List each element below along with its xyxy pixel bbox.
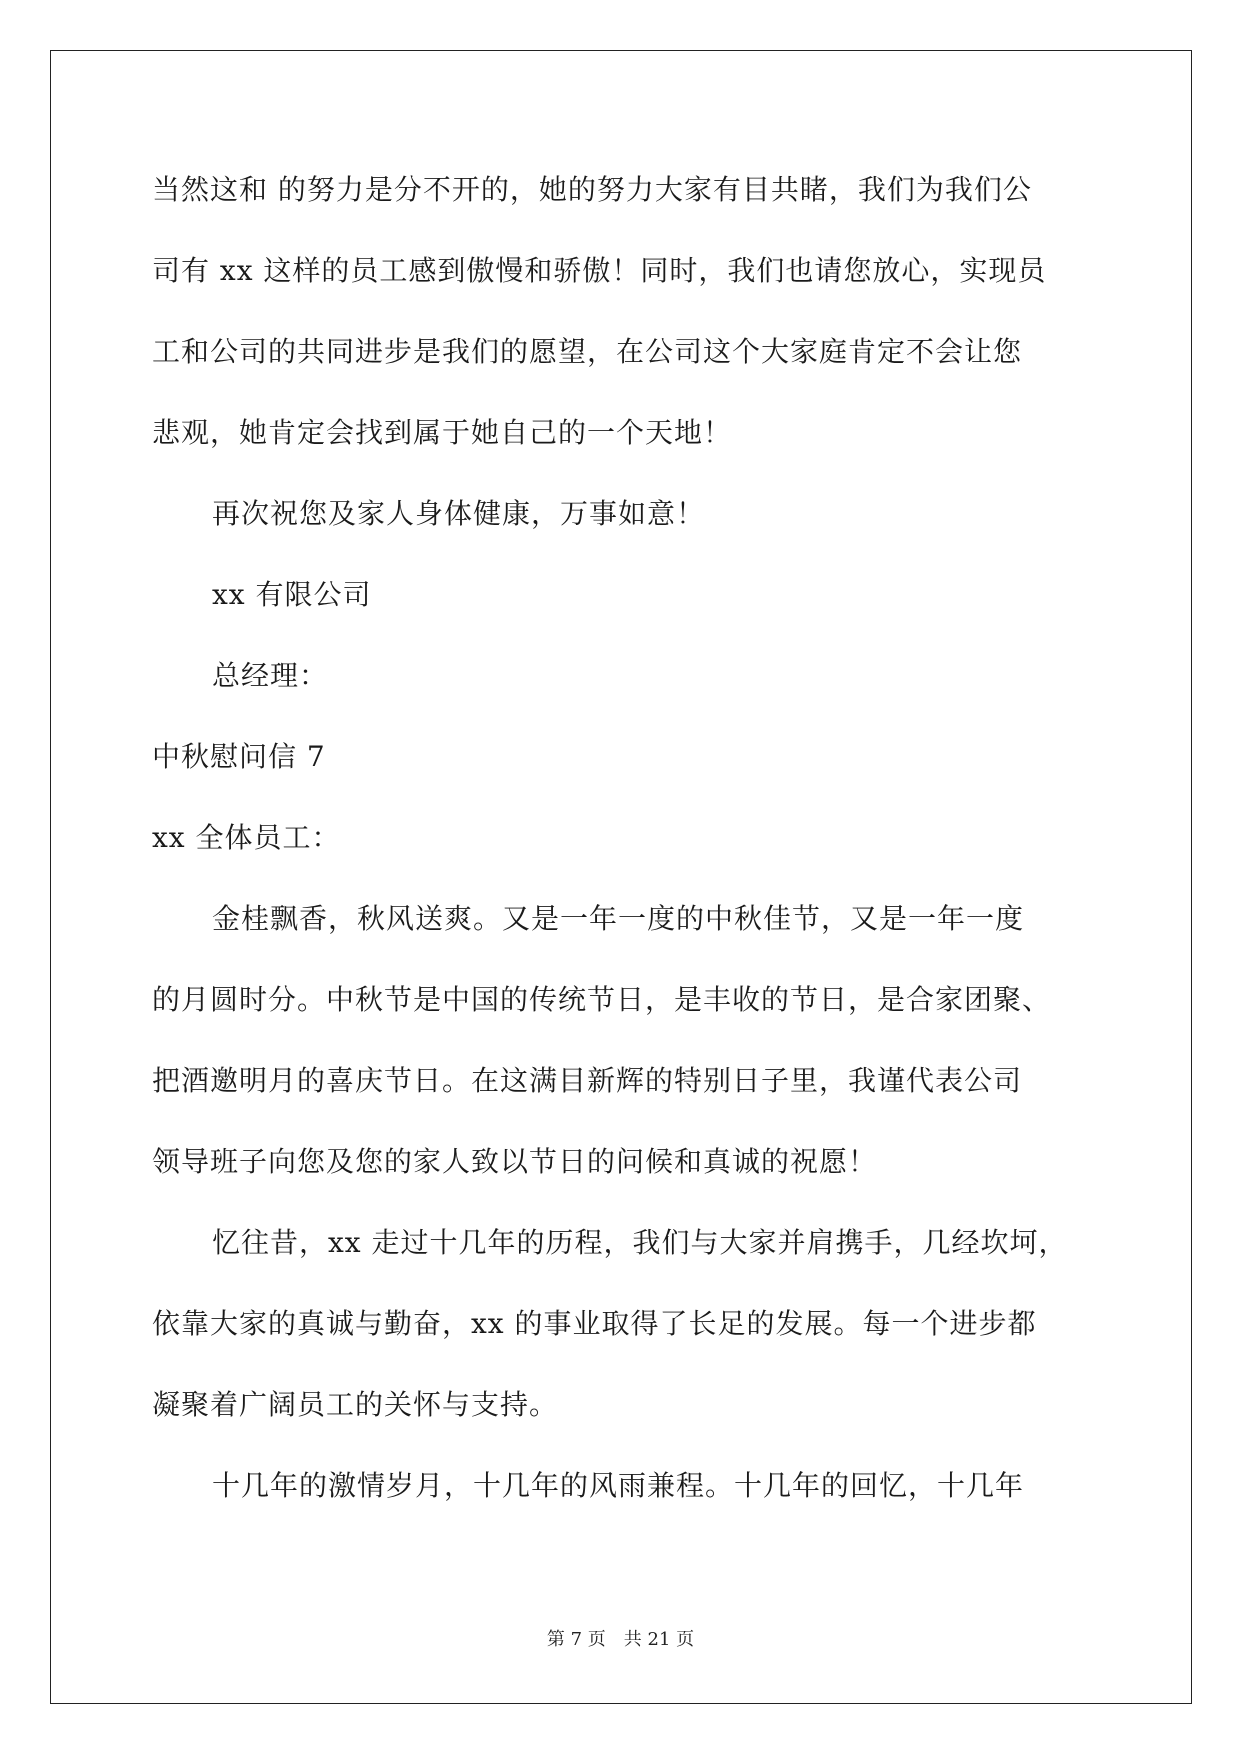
body-line-2: 司有 xx 这样的员工感到傲慢和骄傲！同时，我们也请您放心，实现员 [152,254,1047,287]
body-line-14: 忆往昔，xx 走过十几年的历程，我们与大家并肩携手，几经坎坷， [212,1226,1068,1259]
body-line-11: 的月圆时分。中秋节是中国的传统节日，是丰收的节日，是合家团聚、 [152,983,1052,1016]
salutation: xx 全体员工： [152,821,341,854]
body-line-4: 悲观，她肯定会找到属于她自己的一个天地！ [152,416,733,449]
page-footer [0,1628,1241,1652]
body-line-1: 当然这和 的努力是分不开的，她的努力大家有目共睹，我们为我们公 [152,173,1032,206]
body-line-17: 十几年的激情岁月，十几年的风雨兼程。十几年的回忆，十几年 [212,1469,1025,1502]
body-line-3: 工和公司的共同进步是我们的愿望，在公司这个大家庭肯定不会让您 [152,335,1023,368]
letter-heading: 中秋慰问信 7 [152,740,326,773]
body-line-16: 凝聚着广阔员工的关怀与支持。 [152,1388,559,1421]
page-number: 第 7 页 [546,1629,606,1650]
body-line-15: 依靠大家的真诚与勤奋，xx 的事业取得了长足的发展。每一个进步都 [152,1307,1037,1340]
signature-company: xx 有限公司 [212,578,372,611]
page-total: 共 21 页 [623,1629,695,1650]
body-line-10: 金桂飘香，秋风送爽。又是一年一度的中秋佳节，又是一年一度 [212,902,1025,935]
body-line-13: 领导班子向您及您的家人致以节日的问候和真诚的祝愿！ [152,1145,878,1178]
signature-title: 总经理： [212,659,329,692]
closing-wish: 再次祝您及家人身体健康，万事如意！ [212,497,706,530]
body-line-12: 把酒邀明月的喜庆节日。在这满目新辉的特别日子里，我谨代表公司 [152,1064,1023,1097]
page-border [50,50,1192,1704]
